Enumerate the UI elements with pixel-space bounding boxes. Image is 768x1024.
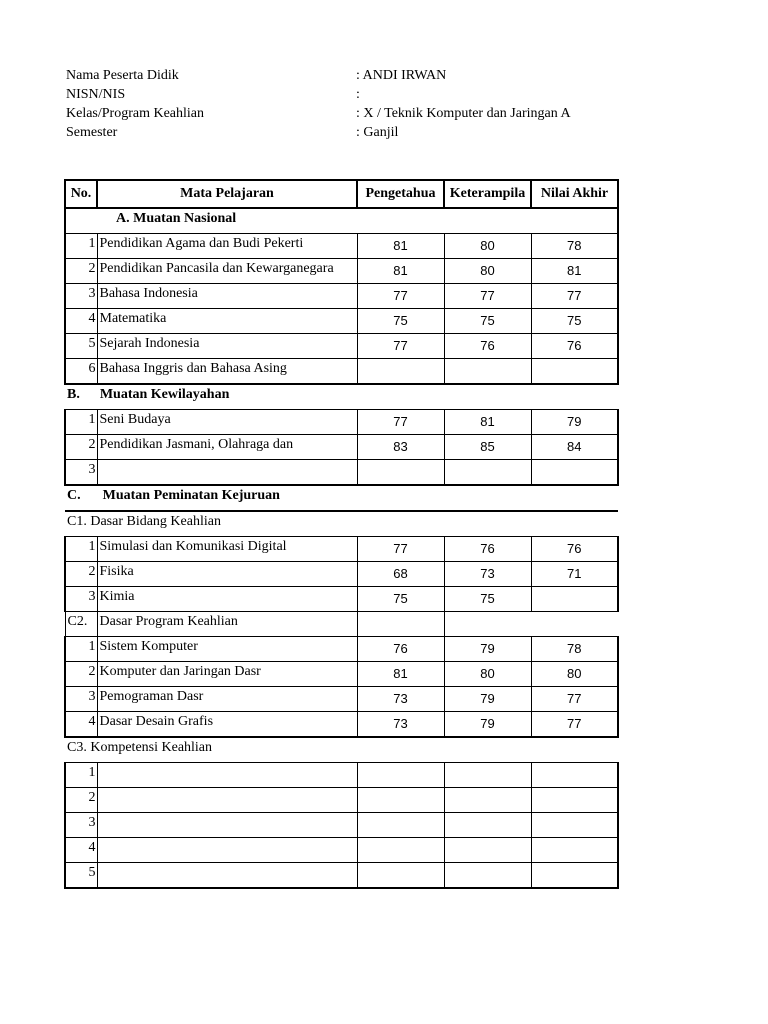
row-number: 2 [65, 662, 97, 687]
final-score [531, 863, 618, 889]
section-c3-title: C3. Kompetensi Keahlian [67, 740, 213, 755]
row-number: 3 [65, 687, 97, 712]
row-number: 1 [65, 410, 97, 435]
knowledge-score: 83 [357, 435, 444, 460]
skill-score [444, 813, 531, 838]
knowledge-score [357, 460, 444, 486]
row-number: 1 [65, 763, 97, 788]
skill-score: 79 [444, 687, 531, 712]
table-row [65, 259, 618, 284]
skill-score: 75 [444, 587, 531, 612]
subject-name: Komputer dan Jaringan Dasr [97, 662, 357, 687]
subject-name: Fisika [97, 562, 357, 587]
final-score [531, 788, 618, 813]
row-number: 4 [65, 309, 97, 334]
subject-name [97, 788, 357, 813]
skill-score [444, 763, 531, 788]
knowledge-score: 81 [357, 259, 444, 284]
table-row [65, 863, 618, 889]
table-row [65, 359, 618, 385]
subject-name [97, 460, 357, 486]
table-header [65, 180, 618, 208]
subject-name: Pendidikan Agama dan Budi Pekerti [97, 234, 357, 259]
info-label: NISN/NIS [66, 87, 126, 102]
table-row [65, 838, 618, 863]
skill-score: 75 [444, 309, 531, 334]
row-number: 5 [65, 334, 97, 359]
final-score: 84 [531, 435, 618, 460]
info-row-semester [66, 123, 626, 142]
table-row [65, 788, 618, 813]
knowledge-score: 77 [357, 284, 444, 309]
table-row [65, 309, 618, 334]
skill-score [444, 788, 531, 813]
table-row [65, 334, 618, 359]
section-c-label: Muatan Peminatan Kejuruan [102, 488, 280, 503]
final-score: 76 [531, 537, 618, 562]
header-subject: Mata Pelajaran [97, 180, 357, 208]
header-skill: Keterampila [444, 180, 531, 208]
table-row [65, 460, 618, 486]
section-c-prefix: C. [67, 488, 81, 503]
skill-score: 79 [444, 712, 531, 738]
final-score [531, 838, 618, 863]
section-c-title [65, 485, 618, 511]
knowledge-score: 75 [357, 587, 444, 612]
final-score: 77 [531, 284, 618, 309]
row-number: 3 [65, 587, 97, 612]
subject-name: Pemograman Dasr [97, 687, 357, 712]
row-number: 3 [65, 813, 97, 838]
knowledge-score: 73 [357, 687, 444, 712]
row-number: 2 [65, 562, 97, 587]
skill-score: 76 [444, 537, 531, 562]
section-row [65, 737, 618, 763]
section-c1-title: C1. Dasar Bidang Keahlian [65, 511, 618, 537]
row-number: 1 [65, 234, 97, 259]
info-value: : Ganjil [356, 125, 399, 140]
section-row [65, 511, 618, 537]
row-number: 2 [65, 788, 97, 813]
skill-score [444, 838, 531, 863]
skill-score: 85 [444, 435, 531, 460]
row-number: 4 [65, 838, 97, 863]
info-label: Semester [66, 125, 118, 140]
row-number: 2 [65, 435, 97, 460]
table-row [65, 537, 618, 562]
final-score [531, 763, 618, 788]
subject-name [97, 813, 357, 838]
section-row [65, 485, 618, 511]
final-score: 81 [531, 259, 618, 284]
table-row [65, 562, 618, 587]
row-number: 3 [65, 460, 97, 486]
section-c2-prefix: C2. [65, 612, 97, 637]
subject-name: Bahasa Indonesia [97, 284, 357, 309]
section-c2-empty [357, 612, 444, 637]
info-value: : X / Teknik Komputer dan Jaringan A [356, 106, 571, 121]
final-score [531, 587, 618, 612]
skill-score: 80 [444, 234, 531, 259]
knowledge-score: 81 [357, 234, 444, 259]
header-final: Nilai Akhir [531, 180, 618, 208]
table-row [65, 637, 618, 662]
skill-score: 80 [444, 259, 531, 284]
section-c2-title: Dasar Program Keahlian [97, 612, 357, 637]
skill-score: 79 [444, 637, 531, 662]
subject-name [97, 863, 357, 889]
skill-score: 76 [444, 334, 531, 359]
subject-name [97, 763, 357, 788]
final-score: 78 [531, 234, 618, 259]
knowledge-score [357, 813, 444, 838]
knowledge-score: 76 [357, 637, 444, 662]
knowledge-score: 77 [357, 537, 444, 562]
table-row [65, 662, 618, 687]
table-row [65, 234, 618, 259]
subject-name: Sejarah Indonesia [97, 334, 357, 359]
subject-name: Simulasi dan Komunikasi Digital [97, 537, 357, 562]
table-row [65, 687, 618, 712]
skill-score: 81 [444, 410, 531, 435]
knowledge-score: 77 [357, 410, 444, 435]
row-number: 4 [65, 712, 97, 738]
section-row [65, 612, 618, 637]
final-score [531, 460, 618, 486]
final-score: 76 [531, 334, 618, 359]
knowledge-score [357, 838, 444, 863]
knowledge-score [357, 359, 444, 385]
knowledge-score: 75 [357, 309, 444, 334]
section-b-label: Muatan Kewilayahan [99, 387, 230, 402]
skill-score: 73 [444, 562, 531, 587]
final-score: 78 [531, 637, 618, 662]
knowledge-score: 81 [357, 662, 444, 687]
header-knowledge: Pengetahua [357, 180, 444, 208]
section-row [65, 384, 618, 410]
section-a-row [65, 208, 618, 234]
row-number: 1 [65, 637, 97, 662]
info-row-name [66, 66, 626, 85]
row-number: 5 [65, 863, 97, 889]
knowledge-score: 73 [357, 712, 444, 738]
info-value: : ANDI IRWAN [356, 68, 447, 83]
info-row-class [66, 104, 626, 123]
knowledge-score [357, 788, 444, 813]
row-number: 3 [65, 284, 97, 309]
final-score: 80 [531, 662, 618, 687]
info-value: : [356, 87, 360, 102]
skill-score: 80 [444, 662, 531, 687]
section-b-title [65, 384, 618, 410]
section-a-title: A. Muatan Nasional [65, 208, 618, 234]
subject-name: Seni Budaya [97, 410, 357, 435]
skill-score: 77 [444, 284, 531, 309]
final-score: 77 [531, 687, 618, 712]
subject-name: Bahasa Inggris dan Bahasa Asing [97, 359, 357, 385]
final-score [531, 359, 618, 385]
section-c2-blank [444, 612, 618, 637]
table-row [65, 813, 618, 838]
table-row [65, 435, 618, 460]
final-score: 71 [531, 562, 618, 587]
student-info [66, 66, 626, 142]
subject-name: Matematika [97, 309, 357, 334]
subject-name: Pendidikan Jasmani, Olahraga dan [97, 435, 357, 460]
table-row [65, 712, 618, 738]
final-score: 79 [531, 410, 618, 435]
grades-table [64, 179, 619, 889]
table-row [65, 587, 618, 612]
info-label: Kelas/Program Keahlian [66, 106, 205, 121]
table-row [65, 410, 618, 435]
subject-name: Kimia [97, 587, 357, 612]
info-label: Nama Peserta Didik [66, 68, 179, 83]
final-score: 77 [531, 712, 618, 738]
skill-score [444, 863, 531, 889]
subject-name [97, 838, 357, 863]
row-number: 6 [65, 359, 97, 385]
info-row-nisn [66, 85, 626, 104]
skill-score [444, 359, 531, 385]
knowledge-score [357, 763, 444, 788]
knowledge-score: 77 [357, 334, 444, 359]
final-score: 75 [531, 309, 618, 334]
final-score [531, 813, 618, 838]
subject-name: Pendidikan Pancasila dan Kewarganegara [97, 259, 357, 284]
subject-name: Dasar Desain Grafis [97, 712, 357, 738]
table-row [65, 284, 618, 309]
row-number: 2 [65, 259, 97, 284]
knowledge-score: 68 [357, 562, 444, 587]
subject-name: Sistem Komputer [97, 637, 357, 662]
header-no: No. [65, 180, 97, 208]
knowledge-score [357, 863, 444, 889]
skill-score [444, 460, 531, 486]
section-b-prefix: B. [67, 387, 80, 402]
row-number: 1 [65, 537, 97, 562]
table-row [65, 763, 618, 788]
